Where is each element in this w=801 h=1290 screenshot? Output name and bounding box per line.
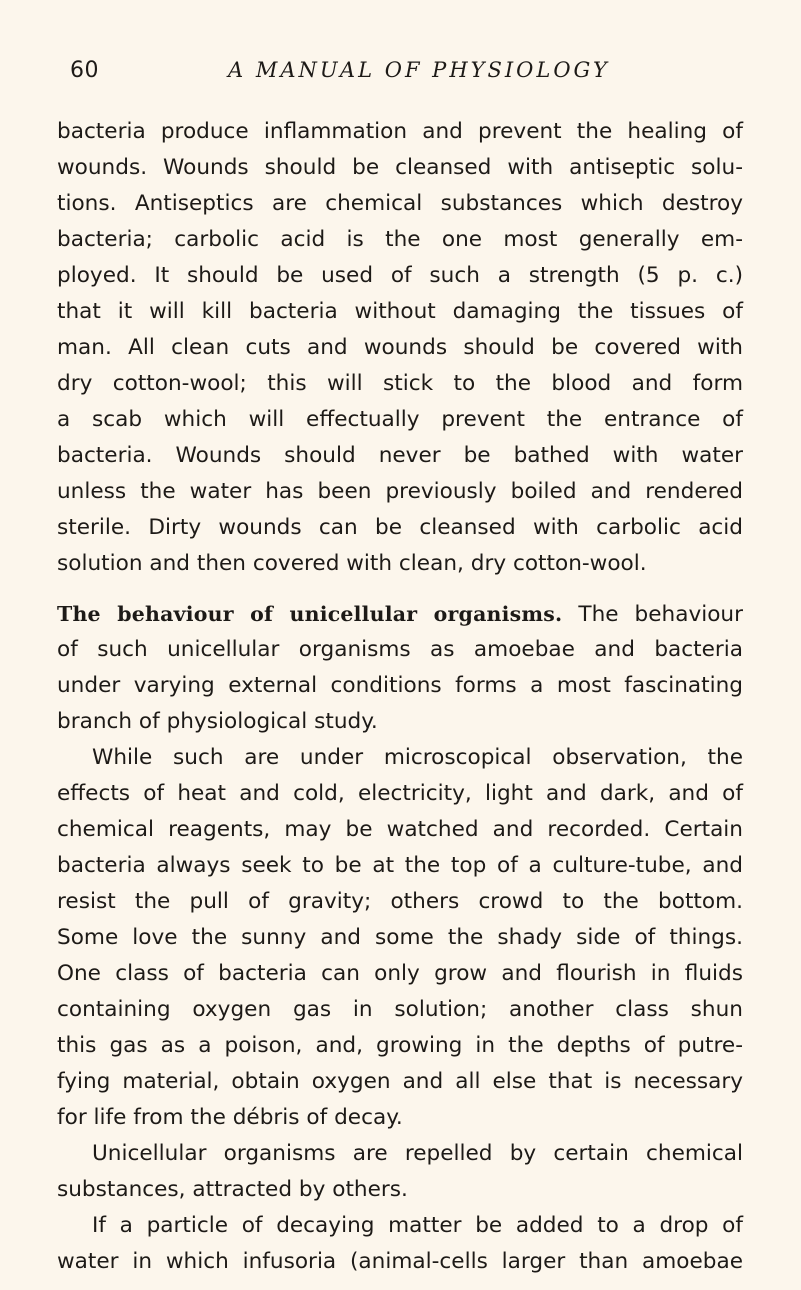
text-line: chemical reagents, may be watched and recorded. Certain (57, 817, 743, 842)
text-line: man. All clean cuts and wounds should be covered with (57, 335, 743, 360)
text-line: that it will kill bacteria without damaging the tissues of (57, 299, 743, 324)
page-header (70, 58, 730, 98)
text-line: Unicellular organisms are repelled by certain chemical (92, 1141, 743, 1166)
text-line: water in which infusoria (animal-cells larger than amoebae (57, 1249, 743, 1274)
text-line: One class of bacteria can only grow and flourish in fluids (57, 961, 743, 986)
text-line: wounds. Wounds should be cleansed with antiseptic solu- (57, 155, 743, 180)
text-line: containing oxygen gas in solution; another class shun (57, 997, 743, 1022)
page-number: 60 (70, 58, 99, 83)
text-line: tions. Antiseptics are chemical substances which destroy (57, 191, 743, 216)
text-line: sterile. Dirty wounds can be cleansed with carbolic acid (57, 515, 743, 540)
running-title: A MANUAL OF PHYSIOLOGY (228, 58, 610, 82)
text-line: effects of heat and cold, electricity, light and dark, and of (57, 781, 743, 806)
text-line: solution and then covered with clean, dry cotton-wool. (57, 551, 647, 576)
text-line: dry cotton-wool; this will stick to the blood and form (57, 371, 743, 396)
text-line: branch of physiological study. (57, 709, 378, 734)
text-line: a scab which will effectually prevent the entrance of (57, 407, 743, 432)
section-first-line (57, 596, 743, 633)
text-line: bacteria always seek to be at the top of a culture-tube, and (57, 853, 743, 878)
text-fragment: The behaviour (578, 602, 743, 627)
text-line: bacteria produce inflammation and prevent the healing of (57, 119, 743, 144)
text-line: under varying external conditions forms a most fascinating (57, 673, 743, 698)
text-line: ployed. It should be used of such a strength (5 p. c.) (57, 263, 743, 288)
text-line: Some love the sunny and some the shady side of things. (57, 925, 743, 950)
text-line: unless the water has been previously boiled and rendered (57, 479, 743, 504)
text-line: substances, attracted by others. (57, 1177, 408, 1202)
text-line: bacteria. Wounds should never be bathed with water (57, 443, 743, 468)
text-line: While such are under microscopical observation, the (92, 745, 743, 770)
text-line: If a particle of decaying matter be added to a drop of (92, 1213, 743, 1238)
text-line: resist the pull of gravity; others crowd to the bottom. (57, 889, 743, 914)
text-line: for life from the débris of decay. (57, 1105, 403, 1130)
section-heading: The behaviour of unicellular organisms. (57, 602, 563, 626)
text-line: fying material, obtain oxygen and all else that is necessary (57, 1069, 743, 1094)
text-line: this gas as a poison, and, growing in the depths of putre- (57, 1033, 743, 1058)
text-line: of such unicellular organisms as amoebae and bacteria (57, 637, 743, 662)
text-line: bacteria; carbolic acid is the one most generally em- (57, 227, 743, 252)
